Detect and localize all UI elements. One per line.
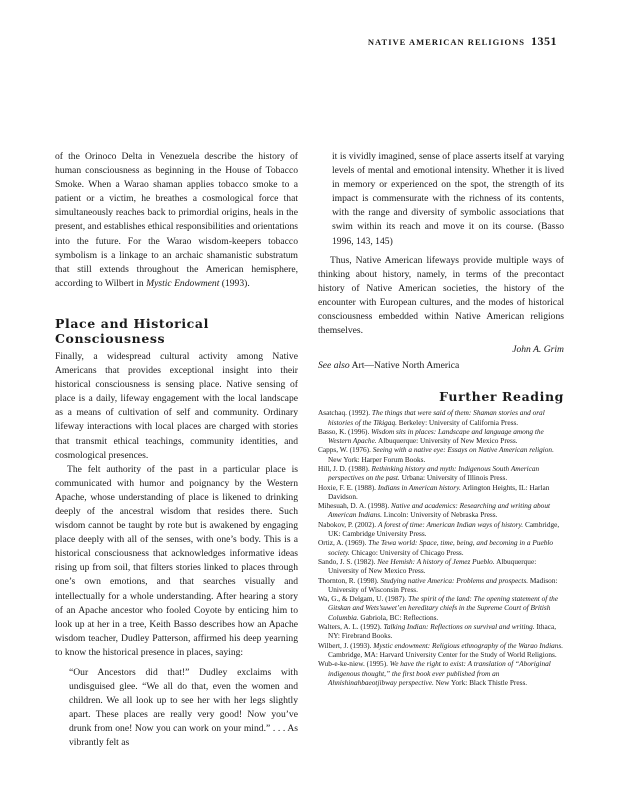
bibliography-entry <box>318 520 564 539</box>
author-signature: John A. Grim <box>512 344 564 356</box>
bib-title: Nee Hemish: A history of Jemez Pueblo. <box>377 556 495 566</box>
bibliography-entry <box>318 576 564 595</box>
bib-author-year: Sando, J. S. (1982). <box>318 556 378 566</box>
bib-author-year: Hill, J. D. (1988). <box>318 464 372 473</box>
block-quote: “Our Ancestors did that!” Dudley exclaims with undisguised glee. “We all do that, even the women and children. We all look up to see her with her legs slightly apart. These places are really very good! Now you’ve drunk from one! Now you can work on your mind.” . . . As vibrantly felt as <box>69 667 298 749</box>
bib-title: Native and academics: Researching and writing about American Indians. <box>328 501 550 520</box>
see-also <box>318 359 564 373</box>
bib-publisher: Albuquerque: University of New Mexico Press. <box>376 436 518 446</box>
paragraph-sensing-place: Finally, a widespread cultural activity among Native Americans that provides exceptional insight into their historical consciousness is sensing place. Native sensing of place is a daily, lifeway engagement with the local landscape as a means of cultivation of self and community. Ordinary lifeway interactions with local places are charged with stories that transmit ethical teachings, community identities, and cosmological presences. <box>55 350 298 461</box>
bib-title: Rethinking history and myth: Indigenous South American perspectives on the past. <box>328 464 540 483</box>
bibliography-entry <box>318 538 564 557</box>
paragraph-text: of the Orinoco Delta in Venezuela describe the history of human consciousness as beginning in the House of Tobacco Smoke. When a Warao shaman applies tobacco smoke to a patient or a victim, he breathes a cosmological force that simultaneously reaches back to primordial origins, heals in the present, and establishes ethical responsibilities and orientations into the future. For the Warao wisdom-keepers tobacco symbolism is a linkage to an archaic shamanistic substratum that still extends throughout the American hemisphere, according to Wilbert in <box>55 151 298 289</box>
running-head <box>368 34 557 49</box>
bib-publisher: Gabriola, BC: Reflections. <box>358 612 439 622</box>
bib-publisher: New York: Harper Forum Books. <box>328 454 426 464</box>
bib-title: We have the right to exist: A translation of “Aboriginal indigenous thought,” the first book ever published from an Ahnishinahbaeotjibway perspective. <box>328 659 551 687</box>
bibliography-entry <box>318 641 564 660</box>
bibliography-entry <box>318 622 564 641</box>
bib-publisher: Urbana: University of Illinois Press. <box>399 473 508 483</box>
bib-publisher: Madison: University of Wisconsin Press. <box>328 575 558 594</box>
bib-publisher: Ithaca, NY: Firebrand Books. <box>328 622 557 641</box>
bib-title: The Tewa world: Space, time, being, and becoming in a Pueblo society. <box>328 538 554 557</box>
bibliography-entry <box>318 483 564 502</box>
bib-author-year: Hoxie, F. E. (1988). <box>318 482 378 492</box>
page-number: 1351 <box>531 34 557 48</box>
bib-title: Indians in American history. <box>377 482 461 492</box>
bib-title: Studying native America: Problems and prospects. <box>380 575 529 585</box>
book-title: Mystic Endowment <box>146 277 220 289</box>
bibliography-entry <box>318 427 564 446</box>
bib-author-year: Mihesuah, D. A. (1998). <box>318 501 391 511</box>
bibliography-entry <box>318 408 564 427</box>
bib-title: Talking Indian: Reflections on survival and writing. <box>383 622 535 632</box>
bib-publisher: Arlington Heights, IL: Harlan Davidson. <box>328 482 550 501</box>
bib-author-year: Wilbert, J. (1993). <box>318 640 374 650</box>
bib-title: Seeing with a native eye: Essays on Native American religion. <box>372 445 554 455</box>
bib-publisher: Lincoln: University of Nebraska Press. <box>381 510 498 520</box>
left-column <box>55 150 298 751</box>
bib-publisher: Cambridge, UK: Cambridge University Press. <box>328 519 560 539</box>
bib-title: A forest of time: American Indian ways of history. <box>377 519 524 529</box>
running-head-title: NATIVE AMERICAN RELIGIONS <box>367 37 525 47</box>
bib-title: The things that were said of them: Shaman stories and oral histories of the Tikigaq. <box>328 408 545 427</box>
bib-author-year: Basso, K. (1996). <box>318 426 372 436</box>
bib-publisher: Cambridge, MA: Harvard University Center for the Study of World Religions. <box>328 649 557 659</box>
bib-title: Wisdom sits in places: Landscape and language among the Western Apache. <box>328 426 544 446</box>
bib-author-year: Nabokov, P. (2002). <box>318 519 378 529</box>
bibliography-entry <box>318 594 564 622</box>
bibliography-list <box>318 408 564 687</box>
paragraph-conclusion: Thus, Native American lifeways provide multiple ways of thinking about history, namely, in terms of the precontact history of Native American societies, the history of the encounter with European cultures, and the modes of historical consciousness embedded within Native American religions themselves. <box>318 254 564 337</box>
block-quote-continued: it is vividly imagined, sense of place asserts itself at varying levels of mental and emotional intensity. Whether it is lived in memory or experienced on the spot, the strength of its impact is commensurate with the richness of its contents, with the range and diversity of symbolic associations that swim within its reach and move it on its course. (Basso 1996, 143, 145) <box>332 151 564 247</box>
section-heading <box>55 316 298 346</box>
bib-author-year: Wub-e-ke-niew. (1995). <box>318 659 390 669</box>
bib-author-year: Wa, G., & Delgam, U. (1987). <box>318 594 409 604</box>
bib-title: Mystic endowment: Religious ethnography of the Warao Indians. <box>373 640 564 650</box>
bibliography-entry <box>318 557 564 576</box>
section-heading-line-1: Place and Historical <box>55 315 209 331</box>
right-column <box>318 150 564 687</box>
bib-author-year: Thornton, R. (1998). <box>318 575 381 585</box>
bib-publisher: New York: Black Thistle Press. <box>433 677 528 687</box>
bibliography-entry <box>318 659 564 687</box>
bib-author-year: Asatchaq. (1992). <box>318 408 372 418</box>
section-heading-line-2: Consciousness <box>55 330 166 346</box>
paragraph-text: (1993). <box>219 277 250 289</box>
bibliography-entry <box>318 464 564 483</box>
see-also-text: Art—Native North America <box>349 360 460 372</box>
paragraph-apache: The felt authority of the past in a particular place is communicated with humor and poignancy by the Western Apache, whose understanding of place is likened to drinking deeply of the ancestral wisdom that resides there. Such wisdom cannot be taught by rote but is awakened by engaging place deeply with all of the senses, with one’s body. This is a historical consciousness that acknowledges informative ideas rising up from soil, that filters stories linked to places through one’s own emotions, and that searches visually and intellectually for a whole understanding. After hearing a story of an Apache ancestor who fooled Coyote by enticing him to look up at her in a tree, Keith Basso describes how an Apache wisdom teacher, Dudley Patterson, affirmed his deep yearning to know the historical presence in places, saying: <box>55 463 298 658</box>
bib-author-year: Capps, W. (1976). <box>318 445 373 455</box>
bib-publisher: Chicago: University of Chicago Press. <box>349 547 464 557</box>
bib-publisher: Berkeley: University of California Press. <box>396 417 519 427</box>
bib-publisher: Albuquerque: University of New Mexico Press. <box>328 556 537 576</box>
paragraph-warao <box>55 150 298 291</box>
bib-author-year: Ortiz, A. (1969). <box>318 538 369 548</box>
see-also-label: See also <box>318 360 350 372</box>
bibliography-entry <box>318 501 564 520</box>
bib-title: The spirit of the land: The opening statement of the Gitskan and Wets’suwet’en hereditary chiefs in the Supreme Court of British Columbia. <box>328 594 558 622</box>
further-reading-heading: Further Reading <box>439 389 564 405</box>
bib-author-year: Walters, A. L. (1992). <box>318 622 384 632</box>
bibliography-entry <box>318 445 564 464</box>
